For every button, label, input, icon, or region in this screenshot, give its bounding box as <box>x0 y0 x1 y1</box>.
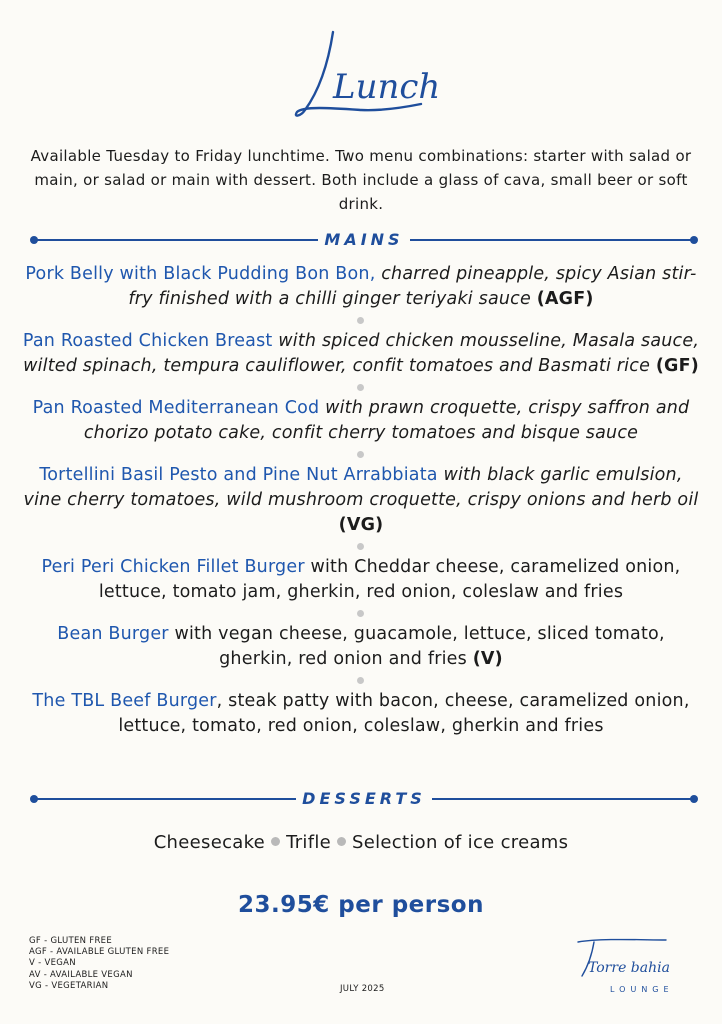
desserts-list <box>0 830 722 856</box>
legend-item: VG - VEGETARIAN <box>29 980 109 991</box>
menu-item-name: Pan Roasted Mediterranean Cod <box>32 398 320 418</box>
dessert-item: Trifle <box>286 832 332 853</box>
menu-item-name: Bean Burger <box>57 624 169 644</box>
separator-dot <box>22 446 700 463</box>
mains-heading: MAINS <box>318 230 409 249</box>
menu-item <box>22 396 700 446</box>
menu-item <box>22 262 700 312</box>
menu-item-name: Pork Belly with Black Pudding Bon Bon, <box>25 264 376 284</box>
diet-legend <box>29 936 169 992</box>
menu-item-description: charred pineapple, spicy Asian stir-fry finished with a chilli ginger teriyaki sauce <box>128 264 697 309</box>
separator-dot <box>22 538 700 555</box>
diet-tag: (V) <box>472 649 503 669</box>
menu-item-description: , steak patty with bacon, cheese, caramelized onion, lettuce, tomato, red onion, coleslaw, gherkin and fries <box>118 691 690 736</box>
menu-item <box>22 622 700 672</box>
diet-tag: (VG) <box>338 515 384 535</box>
menu-item <box>22 463 700 538</box>
logo-sub: LOUNGE <box>610 985 674 994</box>
diet-tag: (AGF) <box>536 289 594 309</box>
title-text: Lunch <box>333 67 441 107</box>
separator-dot <box>22 672 700 689</box>
menu-item-name: Tortellini Basil Pesto and Pine Nut Arrabbiata <box>39 465 438 485</box>
separator-dot <box>22 605 700 622</box>
separator-dot <box>22 312 700 329</box>
price: 23.95€ per person <box>238 892 484 918</box>
menu-item-name: The TBL Beef Burger <box>32 691 217 711</box>
legend-item: AV - AVAILABLE VEGAN <box>29 969 133 980</box>
menu-item <box>22 329 700 379</box>
legend-item: V - VEGAN <box>29 958 76 969</box>
separator-dot <box>22 379 700 396</box>
torre-bahia-logo <box>572 936 692 998</box>
desserts-heading: DESSERTS <box>296 789 432 808</box>
diet-tag: (GF) <box>655 356 699 376</box>
menu-item-name: Peri Peri Chicken Fillet Burger <box>41 557 305 577</box>
dessert-item: Cheesecake <box>153 832 266 853</box>
menu-item-description: with Cheddar cheese, caramelized onion, lettuce, tomato jam, gherkin, red onion, coleslaw and fries <box>98 557 681 602</box>
menu-item-description: with prawn croquette, crispy saffron and chorizo potato cake, confit cherry tomatoes and bisque sauce <box>83 398 690 443</box>
mains-divider <box>30 230 698 250</box>
menu-item <box>22 555 700 605</box>
legend-item: AGF - AVAILABLE GLUTEN FREE <box>29 947 170 958</box>
legend-item: GF - GLUTEN FREE <box>29 936 113 946</box>
logo-name: Torre bahia <box>588 960 670 976</box>
page-title <box>0 18 722 128</box>
menu-item <box>22 689 700 739</box>
menu-item-name: Pan Roasted Chicken Breast <box>22 331 273 351</box>
intro-text: Available Tuesday to Friday lunchtime. Two menu combinations: starter with salad or main, or salad or main with dessert. Both include a glass of cava, small beer or soft drink. <box>30 147 692 213</box>
mains-list <box>22 262 700 739</box>
desserts-divider <box>30 789 698 809</box>
bullet-icon <box>337 837 346 846</box>
menu-item-description: with vegan cheese, guacamole, lettuce, sliced tomato, gherkin, red onion and fries <box>168 624 665 669</box>
lunch-script-title <box>271 18 451 128</box>
menu-item-description: with black garlic emulsion, vine cherry tomatoes, wild mushroom croquette, crispy onions and herb oil <box>23 465 699 510</box>
menu-date: JULY 2025 <box>340 984 385 994</box>
dessert-item: Selection of ice creams <box>352 832 569 853</box>
menu-item-description: with spiced chicken mousseline, Masala sauce, wilted spinach, tempura cauliflower, confit tomatoes and Basmati rice <box>23 331 700 376</box>
bullet-icon <box>271 837 280 846</box>
